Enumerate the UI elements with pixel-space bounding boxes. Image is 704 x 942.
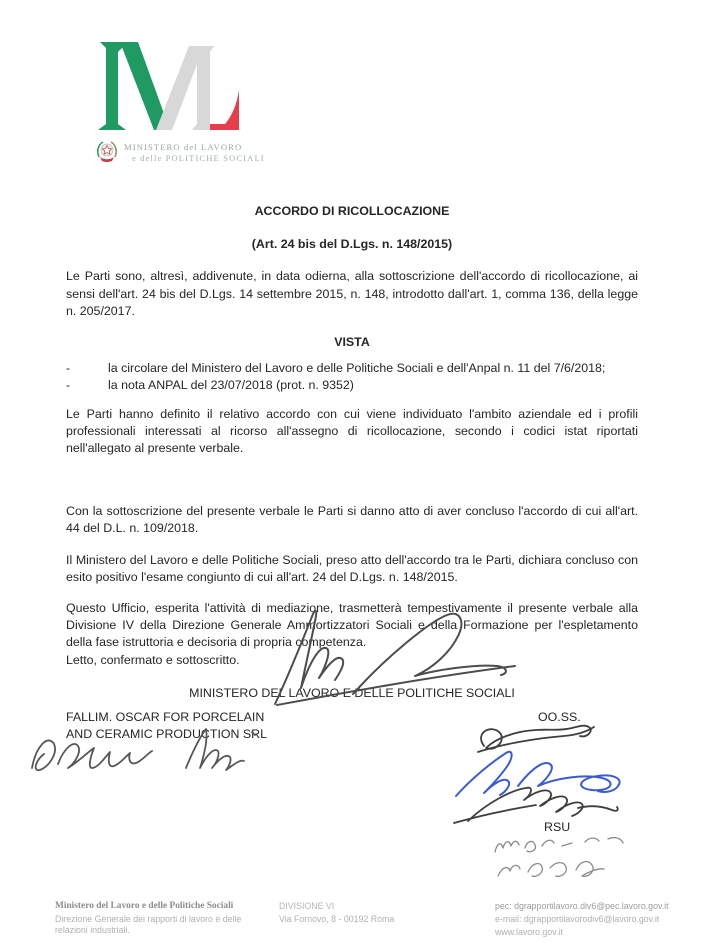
company-line2: AND CERAMIC PRODUCTION SRL	[66, 726, 268, 741]
footer-email: e-mail: dgrapportilavorodiv6@lavoro.gov.it	[495, 914, 660, 924]
list-item	[66, 360, 638, 377]
unions-label: OO.SS.	[538, 710, 581, 724]
logo-caption-line1: MINISTERO del LAVORO	[124, 142, 243, 152]
paragraph-letto: Letto, confermato e sottoscritto.	[66, 652, 240, 667]
footer-division-column	[265, 901, 459, 940]
list-dash: -	[66, 378, 71, 393]
document-title: ACCORDO DI RICOLLOCAZIONE	[254, 204, 450, 218]
company-line1: FALLIM. OSCAR FOR PORCELAIN	[66, 710, 265, 724]
italy-emblem-icon	[96, 140, 118, 164]
ministry-signature	[263, 606, 533, 708]
list-item-text: la nota ANPAL del 23/07/2018 (prot. n. 9352)	[108, 378, 354, 393]
company-signature	[26, 722, 281, 790]
footer-pec: pec: dgrapportilavoro.div6@pec.lavoro.gov.it	[495, 901, 669, 911]
footer-ministry-name: Ministero del Lavoro e delle Politiche Sociali	[55, 901, 234, 911]
ministry-signatory-line: MINISTERO DEL LAVORO E DELLE POLITICHE SOCIALI	[189, 685, 515, 700]
list-item	[66, 377, 638, 394]
paragraph-intro: Le Parti sono, altresì, addivenute, in data odierna, alla sottoscrizione dell'accordo di ricollocazione, ai sensi dell'art. 24 bis del D.Lgs. 14 settembre 2015, n. 148, introdotto dall'art. 1, comma 136, della legge n. 205/2017.	[66, 269, 638, 318]
ministry-logo	[96, 38, 316, 164]
logo-caption-line2: e delle POLITICHE SOCIALI	[132, 153, 265, 163]
paragraph-sottoscrizione: Con la sottoscrizione del presente verbale le Parti si danno atto di aver concluso l'accordo di cui all'art. 44 del D.L. n. 109/2018.	[66, 504, 638, 536]
ml-monogram-icon	[96, 38, 246, 138]
section-heading-vista: VISTA	[334, 335, 370, 350]
footer-department-line2: relazioni industriali.	[55, 925, 130, 935]
footer-ministry-column	[55, 901, 265, 940]
paragraph-accordo: Le Parti hanno definito il relativo accordo con cui viene individuato l'ambito aziendale ed i profili professionali interessati al ricorso all'assegno di ricollocazione, secondo i codici istat riportati nell'allegato al presente verbale.	[66, 406, 638, 456]
list-dash: -	[66, 361, 71, 376]
list-item-text: la circolare del Ministero del Lavoro e delle Politiche Sociali e dell'Anpal n. 11 del 7/6/2018;	[108, 361, 606, 376]
page-footer	[55, 901, 675, 940]
rsu-label: RSU	[544, 820, 571, 834]
footer-website: www.lavoro.gov.it	[495, 927, 563, 937]
rsu-signatures	[490, 834, 648, 890]
paragraph-ufficio: Questo Ufficio, esperita l'attività di mediazione, trasmetterà tempestivamente il presente verbale alla Divisione IV della Direzione Generale Ammortizzatori Sociali e della Formazione per l'espletamento della fase istruttoria e decisoria di propria competenza.	[66, 601, 638, 650]
footer-division: DIVISIONE VI	[279, 901, 335, 911]
footer-department-line1: Direzione Generale dei rapporti di lavoro e delle	[55, 914, 242, 924]
document-subtitle: (Art. 24 bis del D.Lgs. n. 148/2015)	[251, 237, 453, 252]
unions-signatures	[452, 722, 648, 828]
footer-address: Via Fornovo, 8 - 00192 Roma	[279, 914, 395, 924]
paragraph-ministero: Il Ministero del Lavoro e delle Politiche Sociali, preso atto dell'accordo tra le Parti, dichiara concluso con esito positivo l'esame congiunto di cui all'art. 24 del D.Lgs. n. 148/2015.	[66, 552, 638, 584]
logo-caption	[124, 140, 265, 164]
footer-contacts-column	[459, 901, 675, 940]
